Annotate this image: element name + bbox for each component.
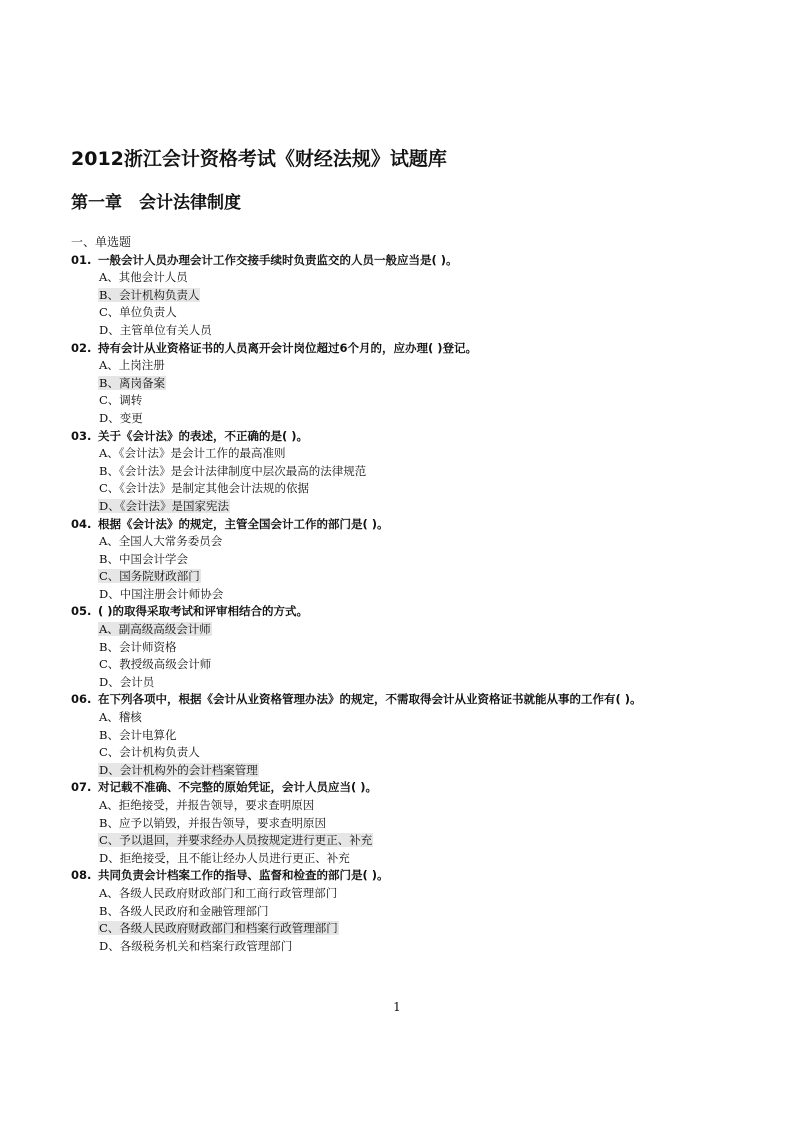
question-text: 对记载不准确、不完整的原始凭证，会计人员应当( )。 (98, 780, 378, 795)
option-text: C、单位负责人 (99, 305, 177, 320)
answer-option (71, 287, 754, 305)
option-text: D、主管单位有关人员 (99, 322, 212, 337)
option (71, 269, 754, 287)
option (71, 410, 754, 428)
option (71, 357, 754, 375)
option-text: A、稽核 (99, 710, 142, 725)
option (71, 938, 754, 956)
option (71, 850, 754, 868)
question-text: 共同负责会计档案工作的指导、监督和检查的部门是( )。 (98, 868, 389, 883)
option (71, 463, 754, 481)
option-text: C、《会计法》是制定其他会计法规的依据 (99, 481, 310, 496)
answer-option (71, 498, 754, 516)
option (71, 709, 754, 727)
option (71, 903, 754, 921)
question-stem (71, 603, 754, 621)
option-text: A、全国人大常务委员会 (99, 534, 223, 549)
option (71, 551, 754, 569)
question-stem (71, 516, 754, 534)
question-text: 关于《会计法》的表述，不正确的是( )。 (98, 428, 309, 443)
question-list (71, 252, 754, 956)
question-text: ( )的取得采取考试和评审相结合的方式。 (98, 604, 309, 619)
option-text: A、副高级高级会计师 (99, 622, 211, 637)
option-text: C、国务院财政部门 (99, 569, 200, 584)
option (71, 744, 754, 762)
question-number: 08. (71, 868, 92, 883)
option (71, 304, 754, 322)
option (71, 586, 754, 604)
option (71, 639, 754, 657)
option (71, 815, 754, 833)
option-text: A、其他会计人员 (99, 270, 188, 285)
answer-option (71, 920, 754, 938)
option (71, 727, 754, 745)
question-stem (71, 340, 754, 358)
option (71, 480, 754, 498)
option (71, 797, 754, 815)
option (71, 322, 754, 340)
question-stem (71, 867, 754, 885)
option-text: B、应予以销毁，并报告领导，要求查明原因 (99, 815, 326, 830)
option-text: B、《会计法》是会计法律制度中层次最高的法律规范 (99, 463, 367, 478)
option-text: A、拒绝接受，并报告领导，要求查明原因 (99, 798, 315, 812)
option-text: A、《会计法》是会计工作的最高准则 (99, 446, 286, 461)
option-text: D、会计员 (99, 674, 155, 689)
option-text: C、会计机构负责人 (99, 745, 200, 760)
question-number: 04. (71, 516, 92, 531)
question-number: 06. (71, 692, 92, 707)
section-label: 一、单选题 (71, 235, 132, 249)
question-stem (71, 428, 754, 446)
option-text: C、予以退回，并要求经办人员按规定进行更正、补充 (99, 833, 373, 848)
answer-option (71, 621, 754, 639)
option-text: D、中国注册会计师协会 (99, 586, 224, 601)
question-stem (71, 779, 754, 797)
question-number: 03. (71, 428, 92, 443)
question-number: 02. (71, 340, 92, 355)
option-text: A、上岗注册 (99, 358, 165, 373)
option (71, 656, 754, 674)
option-text: B、离岗备案 (99, 375, 165, 390)
option-text: B、会计机构负责人 (99, 287, 200, 302)
option-text: C、各级人民政府财政部门和档案行政管理部门 (99, 921, 338, 936)
question-text: 根据《会计法》的规定，主管全国会计工作的部门是( )。 (98, 516, 389, 531)
option-text: D、各级税务机关和档案行政管理部门 (99, 938, 293, 953)
answer-option (71, 832, 754, 850)
option (71, 885, 754, 903)
question-text: 持有会计从业资格证书的人员离开会计岗位超过6个月的，应办理( )登记。 (98, 340, 478, 355)
question-text: 一般会计人员办理会计工作交接手续时负责监交的人员一般应当是( )。 (98, 252, 458, 267)
option (71, 445, 754, 463)
option-text: D、变更 (99, 410, 143, 425)
option-text: A、各级人民政府财政部门和工商行政管理部门 (99, 885, 338, 900)
option-text: B、中国会计学会 (99, 551, 188, 566)
option-text: B、各级人民政府和金融管理部门 (99, 903, 269, 918)
question-text: 在下列各项中，根据《会计从业资格管理办法》的规定，不需取得会计从业资格证书就能从事的工作有( )。 (98, 692, 642, 707)
option (71, 533, 754, 551)
option-text: C、教授级高级会计师 (99, 657, 212, 672)
answer-option (71, 762, 754, 780)
answer-option (71, 375, 754, 393)
option-text: B、会计师资格 (99, 639, 177, 654)
option-text: D、拒绝接受，且不能让经办人员进行更正、补充 (99, 850, 350, 865)
option-text: D、《会计法》是国家宪法 (99, 498, 229, 513)
option-text: D、会计机构外的会计档案管理 (99, 762, 258, 777)
page-number: 1 (393, 1000, 401, 1014)
option-text: C、调转 (99, 393, 143, 408)
question-stem (71, 252, 754, 270)
question-section (71, 234, 754, 955)
question-number: 07. (71, 780, 92, 795)
answer-option (71, 568, 754, 586)
question-stem (71, 691, 754, 709)
page-title: 2012浙江会计资格考试《财经法规》试题库 (71, 148, 447, 170)
question-number: 05. (71, 604, 92, 619)
option-text: B、会计电算化 (99, 727, 177, 742)
question-number: 01. (71, 252, 92, 267)
chapter-title: 第一章 会计法律制度 (71, 193, 241, 213)
option (71, 392, 754, 410)
option (71, 674, 754, 692)
